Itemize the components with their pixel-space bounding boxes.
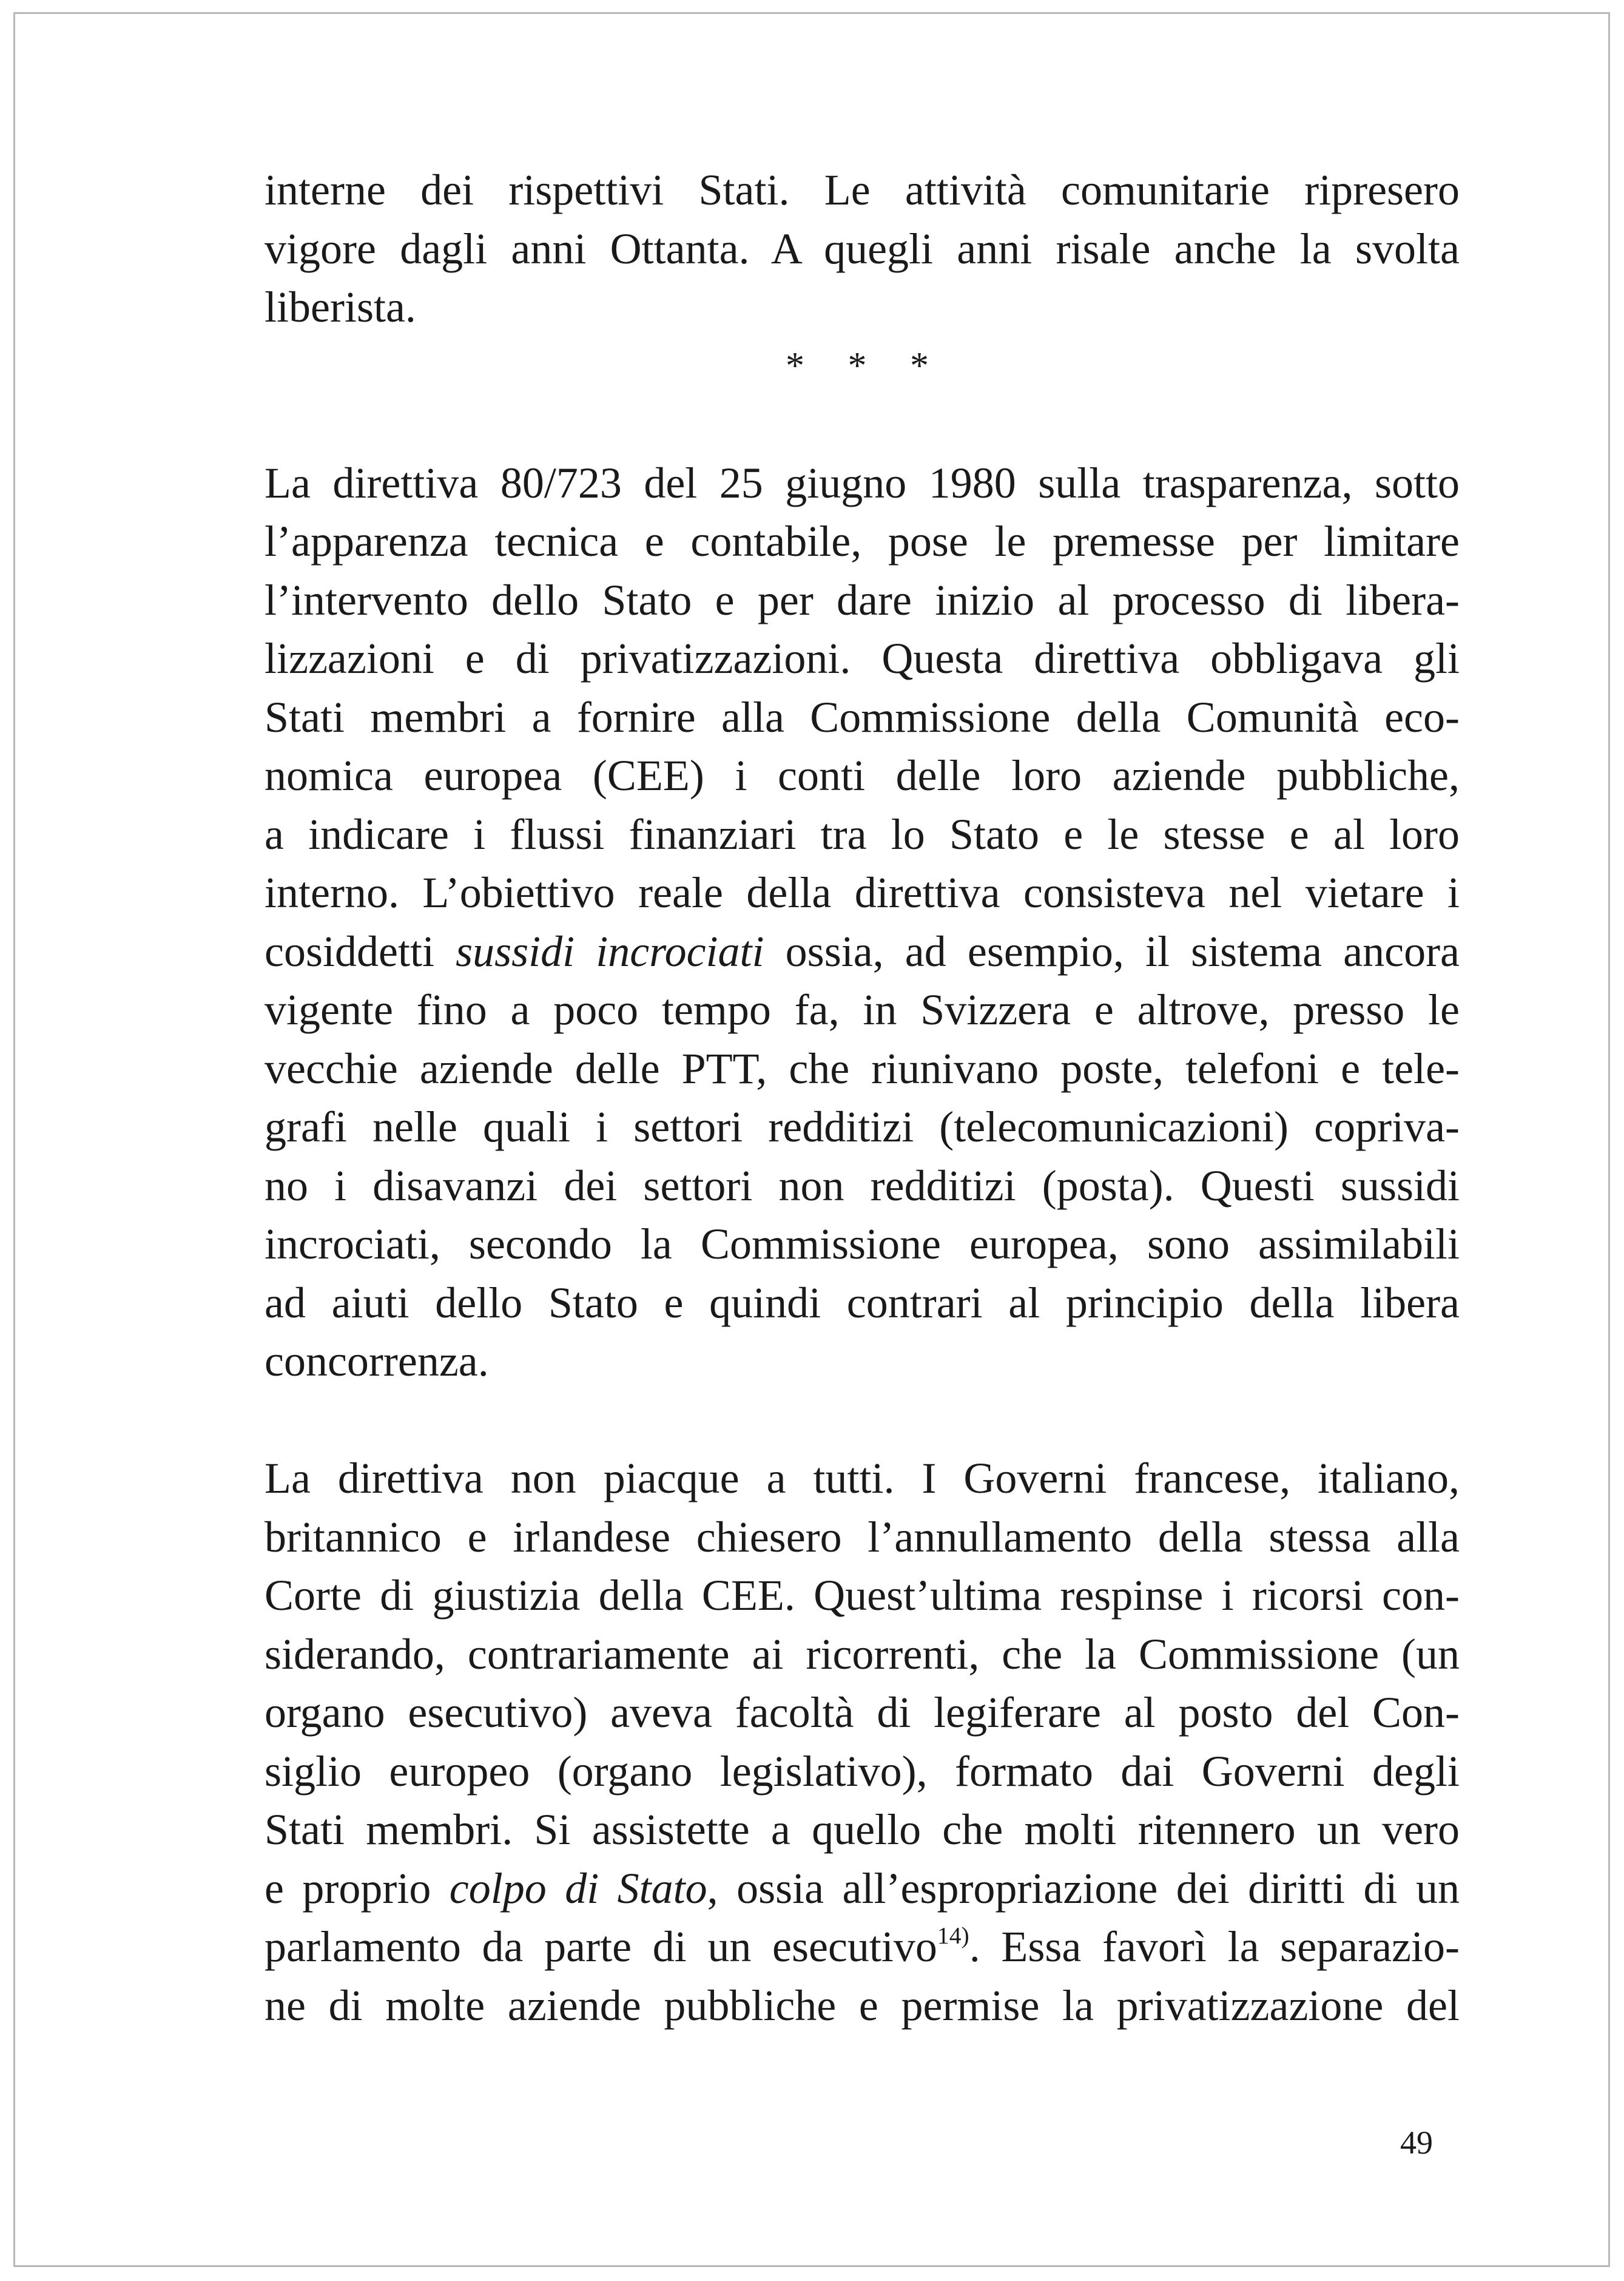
paragraph-1 <box>264 161 1460 337</box>
text-line: liberista. <box>264 283 416 331</box>
text-segment: e proprio <box>264 1864 450 1913</box>
text-line <box>264 1918 1460 1976</box>
paragraph-gap <box>264 395 1460 454</box>
text-line <box>264 1859 1460 1918</box>
text-line: ne di molte aziende pubbliche e permise la privatizzazione del <box>264 1981 1460 2030</box>
text-line: interne dei rispettivi Stati. Le attività comunitarie ripresero <box>264 166 1460 214</box>
footnote-reference: 14) <box>937 1922 969 1949</box>
text-segment: . Essa favorì la separazio- <box>969 1922 1460 1971</box>
section-separator: * * * <box>786 345 946 387</box>
text-segment: ossia, ad esempio, il sistema ancora <box>764 927 1460 976</box>
text-line: lizzazioni e di privatizzazioni. Questa direttiva obbligava gli <box>264 634 1460 683</box>
italic-term: sussidi incrociati <box>456 927 764 976</box>
text-line: Stati membri a fornire alla Commissione della Comunità eco- <box>264 692 1460 742</box>
text-line: vigente fino a poco tempo fa, in Svizzera e altrove, presso le <box>264 985 1460 1034</box>
text-line: vecchie aziende delle PTT, che riunivano poste, telefoni e tele- <box>264 1044 1460 1093</box>
text-line: britannico e irlandese chiesero l’annullamento della stessa alla <box>264 1512 1460 1561</box>
text-line: La direttiva non piacque a tutti. I Governi francese, italiano, <box>264 1454 1460 1502</box>
body-text <box>264 161 1460 2035</box>
text-line: concorrenza. <box>264 1337 489 1385</box>
text-line: La direttiva 80/723 del 25 giugno 1980 sulla trasparenza, sotto <box>264 458 1460 507</box>
italic-term: colpo di Stato <box>449 1864 707 1913</box>
text-line: no i disavanzi dei settori non redditizi (posta). Questi sussidi <box>264 1161 1460 1210</box>
text-line: organo esecutivo) aveva facoltà di legiferare al posto del Con- <box>264 1688 1460 1737</box>
text-line: siderando, contrariamente ai ricorrenti, che la Commissione (un <box>264 1629 1460 1678</box>
text-segment: cosiddetti <box>264 927 456 976</box>
paragraph-3 <box>264 1449 1460 2035</box>
text-line <box>264 922 1460 981</box>
text-line: l’apparenza tecnica e contabile, pose le premesse per limitare <box>264 517 1460 566</box>
text-line: interno. L’obiettivo reale della direttiva consisteva nel vietare i <box>264 868 1460 917</box>
text-line: ad aiuti dello Stato e quindi contrari al principio della libera <box>264 1278 1460 1327</box>
text-line: siglio europeo (organo legislativo), formato dai Governi degli <box>264 1746 1460 1796</box>
paragraph-2 <box>264 454 1460 1391</box>
book-page <box>13 12 1610 2267</box>
text-line: nomica europea (CEE) i conti delle loro aziende pubbliche, <box>264 751 1460 800</box>
paragraph-gap <box>264 1391 1460 1450</box>
page-number: 49 <box>1400 2124 1433 2161</box>
text-line: vigore dagli anni Ottanta. A quegli anni risale anche la svolta <box>264 224 1460 273</box>
text-segment: , ossia all’espropriazione dei diritti di un <box>707 1864 1460 1913</box>
text-line: grafi nelle quali i settori redditizi (telecomunicazioni) copriva- <box>264 1103 1460 1151</box>
text-line: a indicare i flussi finanziari tra lo Stato e le stesse e al loro <box>264 809 1460 859</box>
text-line: incrociati, secondo la Commissione europea, sono assimilabili <box>264 1220 1460 1268</box>
text-line: Stati membri. Si assistette a quello che molti ritennero un vero <box>264 1805 1460 1854</box>
text-line: Corte di giustizia della CEE. Quest’ultima respinse i ricorsi con- <box>264 1571 1460 1620</box>
text-segment: parlamento da parte di un esecutivo <box>264 1922 937 1971</box>
text-line: l’intervento dello Stato e per dare inizio al processo di libera- <box>264 575 1460 624</box>
